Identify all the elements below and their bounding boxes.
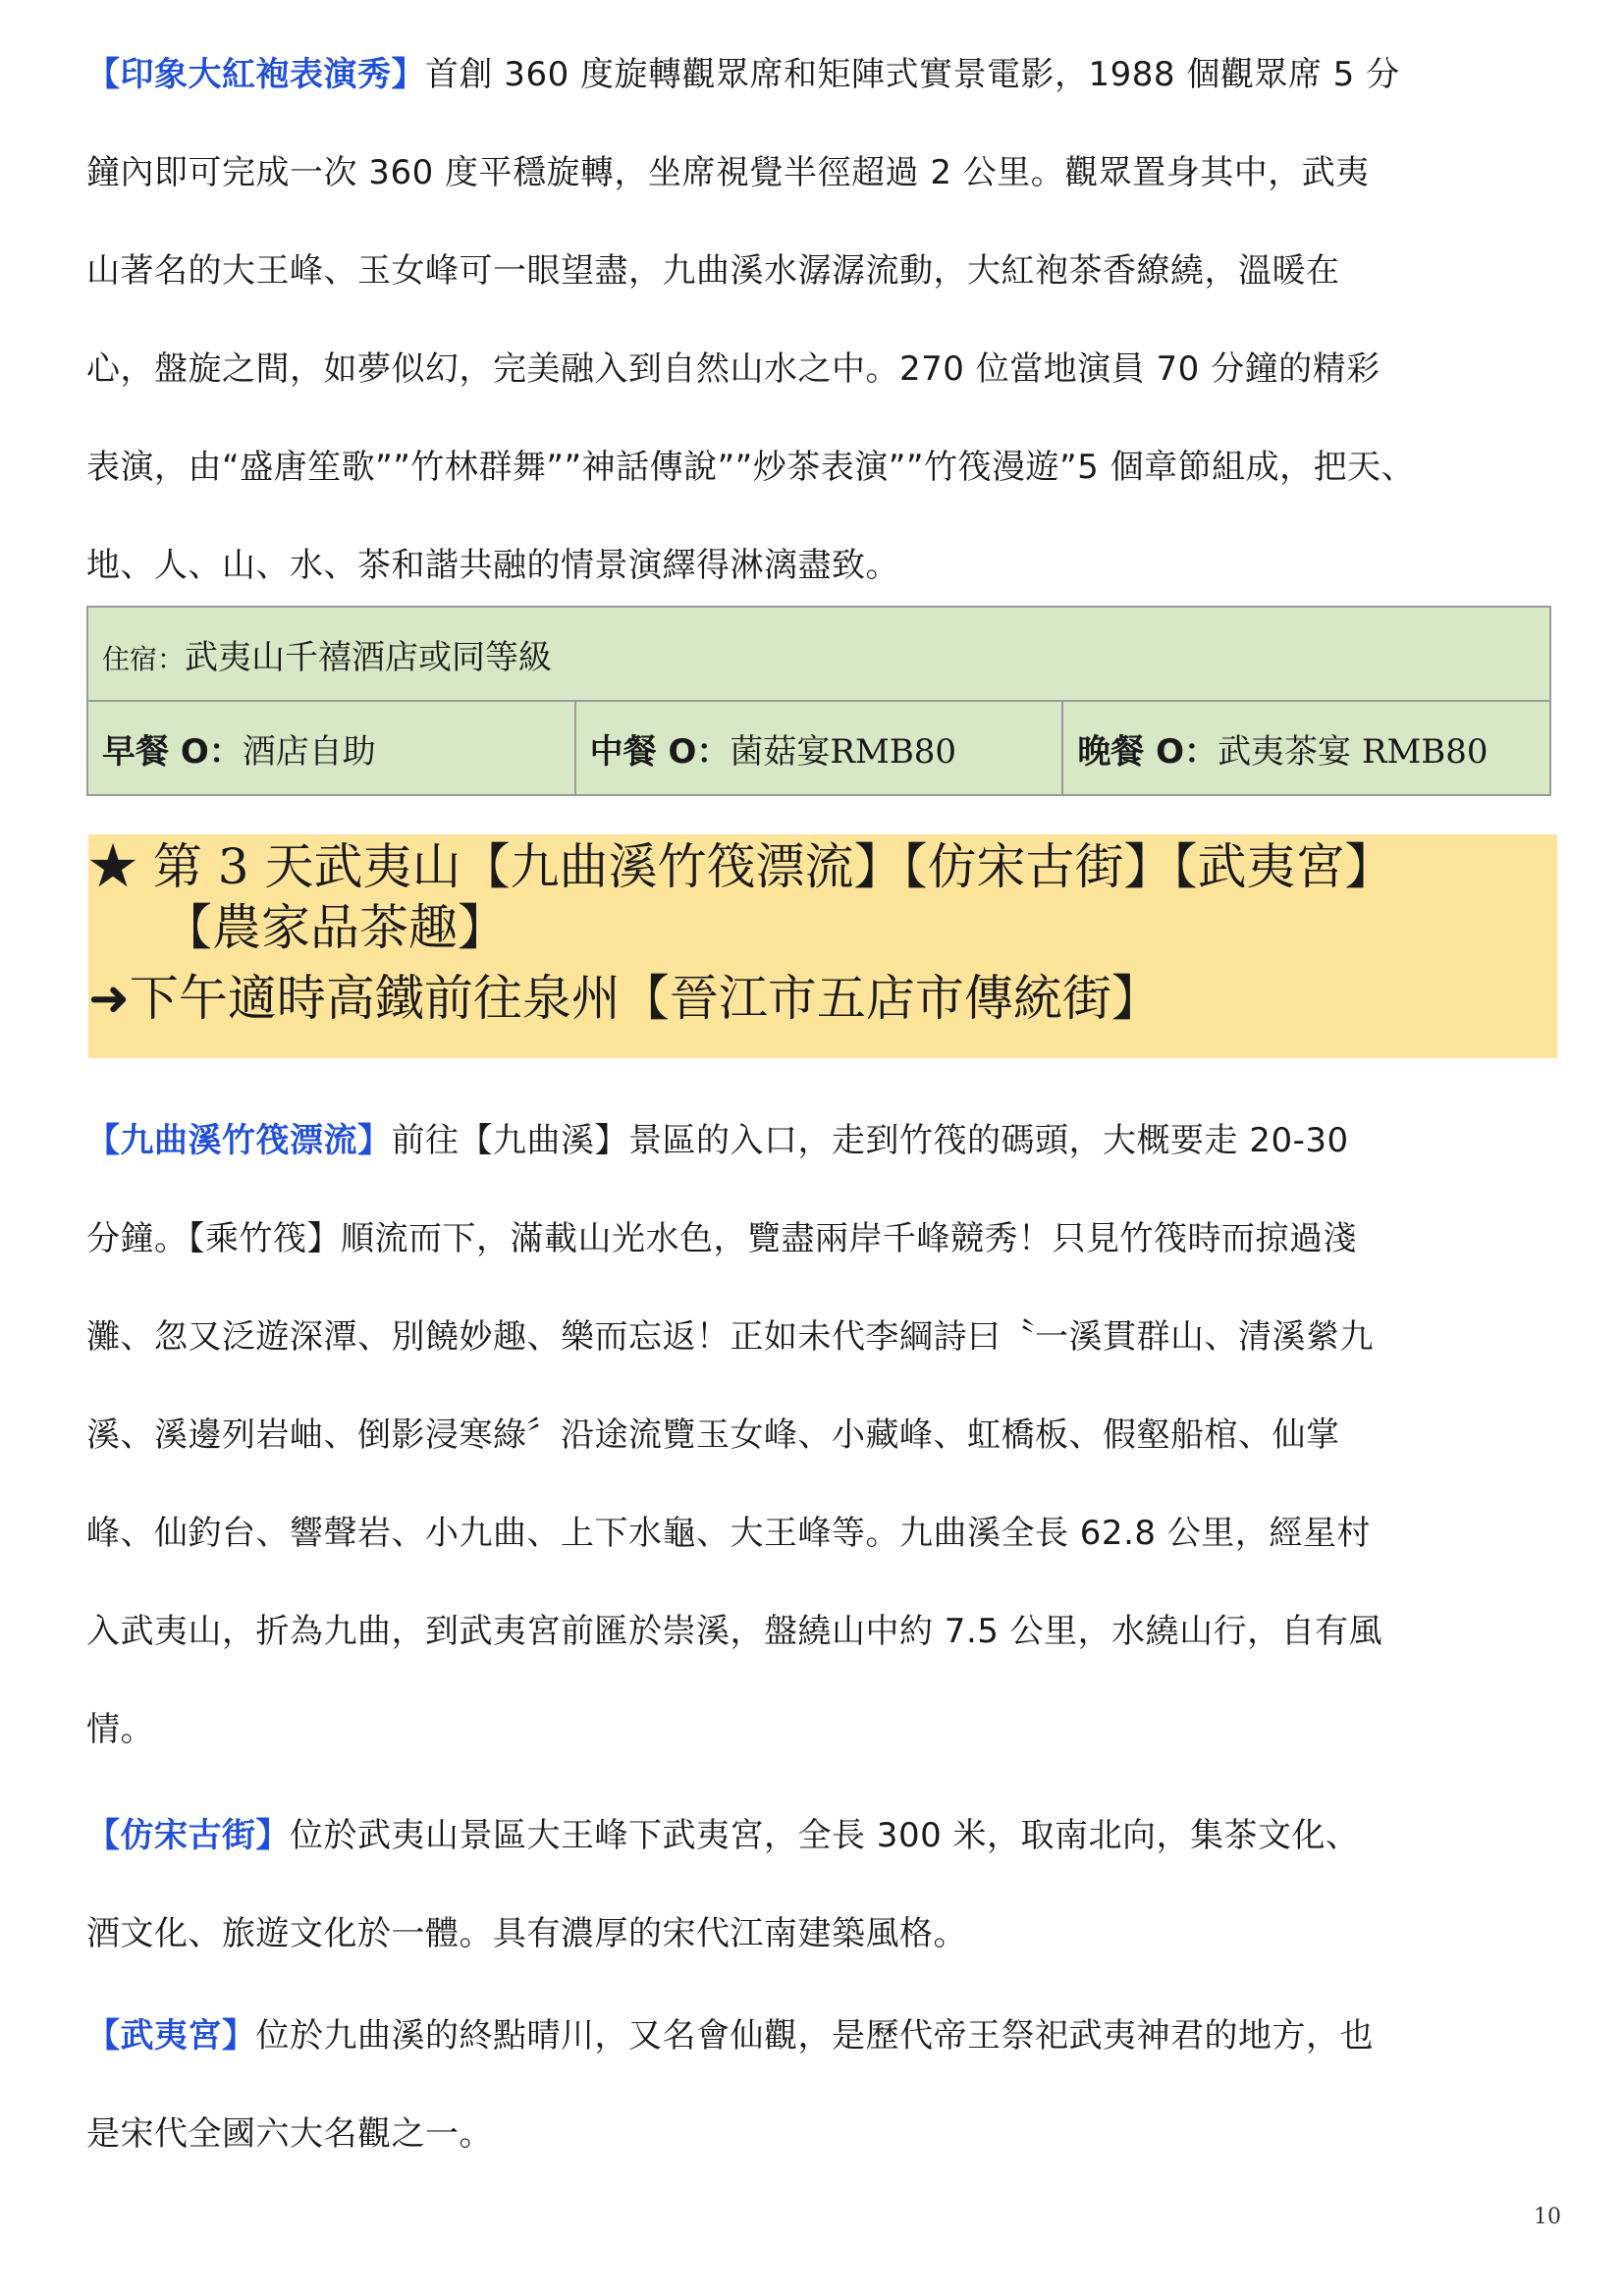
page-number: 10 — [1534, 2205, 1561, 2229]
intro-line-2: 鐘內即可完成一次 360 度平穩旋轉，坐席視覺半徑超過 2 公里。觀眾置身其中，武夷 — [86, 153, 1370, 192]
jiuqu-line-2: 分鐘。【乘竹筏】順流而下，滿載山光水色，覽盡兩岸千峰競秀！只見竹筏時而掠過淺 — [86, 1219, 1357, 1258]
intro-line-1: 【印象大紅袍表演秀】首創 360 度旋轉觀眾席和矩陣式實景電影，1988 個觀眾席 5 分 — [86, 55, 1400, 94]
lodging-meals-table — [86, 606, 1551, 796]
wuyigong-line-2: 是宋代全國六大名觀之一。 — [86, 2114, 493, 2154]
jiuqu-line-7: 情。 — [86, 1710, 154, 1749]
fangsong-paragraph — [86, 1787, 1549, 1983]
wuyigong-title: 【武夷宮】 — [86, 2016, 256, 2056]
meals-row — [87, 701, 1550, 795]
fangsong-line-1: 【仿宋古街】位於武夷山景區大王峰下武夷宮，全長 300 米，取南北向，集茶文化、 — [86, 1816, 1360, 1855]
day-heading-line-1: ★ 第 3 天武夷山【九曲溪竹筏漂流】【仿宋古街】【武夷宮】 — [88, 838, 1394, 895]
lunch-cell — [575, 701, 1063, 795]
day-heading — [88, 836, 1561, 1029]
breakfast-value: 酒店自助 — [242, 731, 376, 772]
dinner-cell — [1062, 701, 1550, 795]
day-heading-line-3: ➜下午適時高鐵前往泉州【晉江市五店市傳統街】 — [88, 970, 1161, 1027]
day-heading-line-2: 【農家品茶趣】 — [163, 899, 507, 956]
jiuqu-line-3: 灘、忽又泛遊深潭、別饒妙趣、樂而忘返！正如未代李綱詩曰〝一溪貫群山、清溪縈九 — [86, 1317, 1374, 1357]
lunch-value: 菌菇宴RMB80 — [730, 731, 957, 772]
jiuqu-paragraph — [86, 1092, 1549, 1779]
jiuqu-title: 【九曲溪竹筏漂流】 — [86, 1121, 392, 1160]
jiuqu-line-4: 溪、溪邊列岩岫、倒影浸寒綠〞沿途流覽玉女峰、小藏峰、虹橋板、假壑船棺、仙掌 — [86, 1415, 1340, 1455]
jiuqu-line-1: 【九曲溪竹筏漂流】前往【九曲溪】景區的入口，走到竹筏的碼頭，大概要走 20-30 — [86, 1121, 1349, 1160]
fangsong-line-2: 酒文化、旅遊文化於一體。具有濃厚的宋代江南建築風格。 — [86, 1914, 967, 1953]
intro-title: 【印象大紅袍表演秀】 — [86, 55, 425, 94]
breakfast-cell — [87, 701, 575, 795]
fangsong-title: 【仿宋古街】 — [86, 1816, 290, 1855]
lodging-cell — [87, 607, 1550, 701]
breakfast-label: 早餐 O： — [102, 731, 243, 772]
wuyigong-paragraph — [86, 1987, 1549, 2183]
dinner-value: 武夷茶宴 RMB80 — [1218, 731, 1489, 772]
lodging-value: 武夷山千禧酒店或同等級 — [185, 637, 553, 677]
jiuqu-line-5: 峰、仙釣台、響聲岩、小九曲、上下水龜、大王峰等。九曲溪全長 62.8 公里，經星村 — [86, 1514, 1371, 1553]
intro-line-4: 心，盤旋之間，如夢似幻，完美融入到自然山水之中。270 位當地演員 70 分鐘的精彩 — [86, 349, 1380, 389]
intro-paragraph — [86, 26, 1549, 614]
lodging-label: 住宿： — [102, 642, 186, 675]
intro-line-5: 表演，由“盛唐笙歌””竹林群舞””神話傳說””炒茶表演””竹筏漫遊”5 個章節組成，把天、 — [86, 448, 1416, 487]
jiuqu-line-6: 入武夷山，折為九曲，到武夷宮前匯於崇溪，盤繞山中約 7.5 公里，水繞山行，自有風 — [86, 1612, 1383, 1651]
intro-line-3: 山著名的大王峰、玉女峰可一眼望盡，九曲溪水潺潺流動，大紅袍茶香繚繞，溫暖在 — [86, 251, 1340, 291]
lodging-row — [87, 607, 1550, 701]
lunch-label: 中餐 O： — [589, 731, 731, 772]
intro-line-6: 地、人、山、水、茶和諧共融的情景演繹得淋漓盡致。 — [86, 546, 899, 585]
dinner-label: 晚餐 O： — [1077, 731, 1218, 772]
wuyigong-line-1: 【武夷宮】位於九曲溪的終點晴川，又名會仙觀，是歷代帝王祭祀武夷神君的地方，也 — [86, 2016, 1374, 2056]
